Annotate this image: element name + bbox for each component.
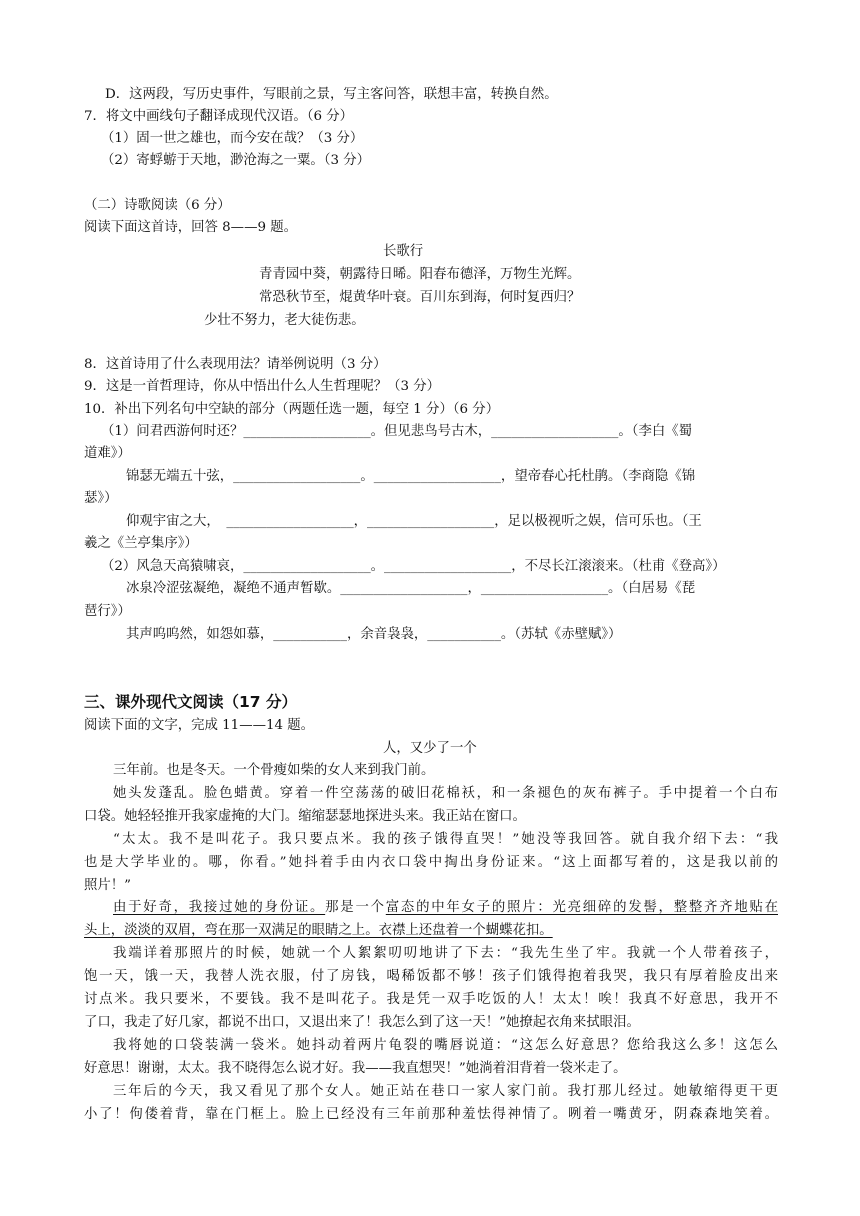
poetry-instruction: 阅读下面这首诗，回答 8——9 题。 [84,220,298,235]
poem-title: 长歌行 [383,244,424,259]
option-d: D．这两段，写历史事件，写眼前之景，写主客问答，联想丰富，转换自然。 [105,87,558,102]
section-3-heading: 三、课外现代文阅读（17 分） [84,693,297,711]
question-10-1-line-b: 道难》） [84,446,131,461]
paragraph-5-line-3: 讨点米。我只要米，不要钱。我不是叫花子。我是凭一双手吃饭的人！太太！唉！我真不好意思，我开不 [84,992,778,1007]
question-9: 9．这是一首哲理诗，你从中悟出什么人生哲理呢？（3 分） [84,379,441,394]
section-3-instruction: 阅读下面的文字，完成 11——14 题。 [84,718,315,733]
question-10-5-line-a: 冰泉冷涩弦凝绝，凝绝不通声暂歇。___________________，___________________。（白居易《琵 [126,581,696,596]
question-10-2-line-b: 瑟》） [84,491,118,506]
question-10-2-line-a: 锦瑟无端五十弦，___________________。___________________，望帝春心托杜鹃。（李商隐《锦 [126,469,696,484]
poetry-heading: （二）诗歌阅读（6 分） [84,198,231,213]
question-10-5-line-b: 琶行》） [84,604,131,619]
paragraph-2-line-2: 口袋。她轻轻推开我家虚掩的大门。缩缩瑟瑟地探进头来。我正站在窗口。 [84,809,526,824]
paragraph-4-line-1 [113,899,778,916]
paragraph-3-line-1: “太太。我不是叫花子。我只要点米。我的孩子饿得直哭！”她没等我回答。就自我介绍下去：“我 [113,832,778,847]
question-10: 10．补出下列名句中空缺的部分（两题任选一题，每空 1 分）（6 分） [84,402,500,417]
paragraph-6-line-1: 我将她的口袋装满一袋米。她抖动着两片龟裂的嘴唇说道：“这怎么好意思？您给我这么多！这怎么 [113,1038,778,1053]
question-10-3-line-a: 仰观宇宙之大， ___________________，___________________，足以极视听之娱，信可乐也。（王 [126,514,702,529]
paragraph-7-line-1: 三年后的今天，我又看见了那个女人。她正站在巷口一家人家门前。我打那儿经过。她敏缩得更干更 [113,1084,778,1099]
paragraph-7-line-2: 小了！佝偻着背，靠在门框上。脸上已经没有三年前那种羞怯得神情了。咧着一嘴黄牙，阴森森地笑着。 [84,1107,778,1122]
paragraph-3-line-2: 也是大学毕业的。哪，你看。”她抖着手由内衣口袋中掏出身份证来。“这上面都写着的，这是我以前的 [84,855,778,870]
question-10-6: 其声呜呜然，如怨如慕，___________，余音袅袅，___________。（苏轼《赤壁赋》） [126,627,622,642]
paragraph-3-line-3: 照片！” [84,878,132,893]
question-7-1: （1）固一世之雄也，而今安在哉？（3 分） [101,131,364,146]
paragraph-5-line-4: 了口，我走了好几家，都说不出口，又退出来了！我怎么到了这一天！”她撩起衣角来拭眼泪。 [84,1015,640,1030]
question-10-3-line-b: 羲之《兰亭集序》） [84,536,198,551]
poem-line-2: 常恐秋节至，焜黄华叶衰。百川东到海，何时复西归？ [259,290,581,305]
poem-line-1: 青青园中葵，朝露待日晞。阳春布德泽，万物生光辉。 [259,267,581,282]
question-7-2: （2）寄蜉蝣于天地，渺沧海之一粟。（3 分） [101,153,371,168]
question-10-4: （2）风急天高猿啸哀，___________________。___________________，不尽长江滚滚来。（杜甫《登高》） [101,559,726,574]
underlined-sentence-1: 由于好奇，我接过她的身份证。 [113,900,326,915]
paragraph-4-line-2: 头上，淡淡的双眉，弯在那一双满足的眼睛之上。衣襟上还盘着一个蝴蝶花扣。 [84,923,553,938]
question-7: 7．将文中画线句子翻译成现代汉语。（6 分） [84,109,354,124]
paragraph-5-line-1: 我端详着那照片的时候，她就一个人絮絮叨叨地讲了下去：“我先生坐了牢。我就一个人带着孩子， [113,946,778,961]
poem-line-3: 少壮不努力，老大徒伤悲。 [204,313,365,328]
paragraph-2-line-1: 她头发蓬乱。脸色蜡黄。穿着一件空荡荡的破旧花棉袄，和一条褪色的灰布裤子。手中提着一个白布 [113,786,778,801]
paragraph-5-line-2: 饱一天，饿一天，我替人洗衣服，付了房钱，喝稀饭都不够！孩子们饿得抱着我哭，我只有厚着脸皮出来 [84,969,778,984]
underlined-sentence-2: 富态的中年女子的照片：光亮细碎的发髻，整整齐齐地贴在 [385,900,778,915]
paragraph-6-line-2: 好意思！谢谢，太太。我不晓得怎么说才好。我——我直想哭！”她淌着泪背着一袋米走了。 [84,1061,627,1076]
question-10-1-line-a: （1）问君西游何时还？___________________。但见悲鸟号古木，___________________。（李白《蜀 [101,424,693,439]
question-8: 8．这首诗用了什么表现用法？请举例说明（3 分） [84,357,387,372]
story-title: 人，又少了一个 [383,741,477,756]
paragraph-4-text: 那是一个 [325,900,386,915]
paragraph-1: 三年前。也是冬天。一个骨瘦如柴的女人来到我门前。 [113,763,435,778]
